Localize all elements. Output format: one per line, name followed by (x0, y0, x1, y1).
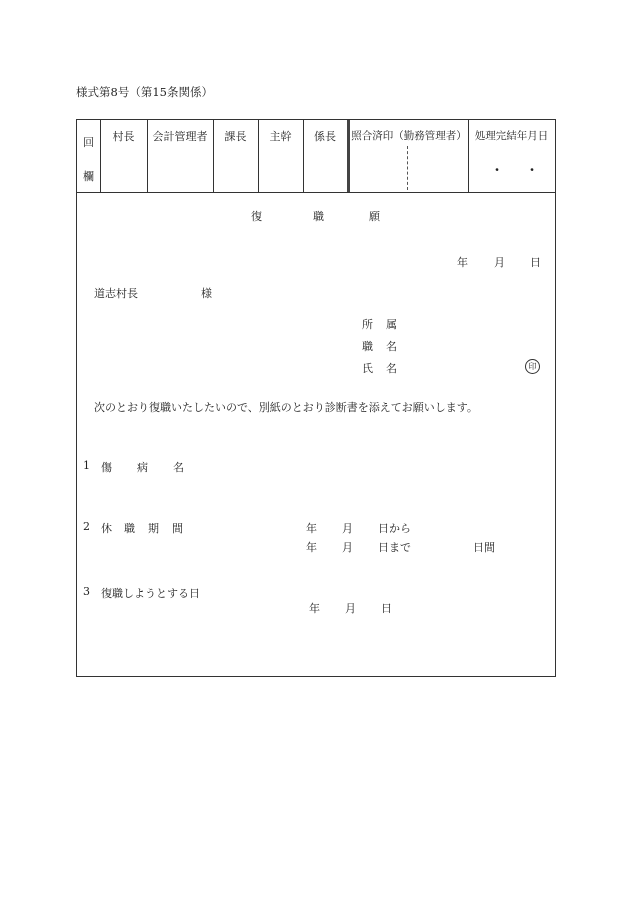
leave-to-year: 年 (306, 541, 317, 554)
routing-cell-completion-date[interactable] (468, 120, 555, 192)
routing-header-accounting-manager: 会計管理者 (152, 130, 208, 143)
name-label-1: 氏 (362, 362, 373, 375)
return-date-month: 月 (345, 602, 356, 615)
item2-label-char: 職 (124, 522, 135, 535)
name-label-2: 名 (386, 362, 397, 375)
item1-number: 1 (83, 459, 90, 472)
routing-cell-verification-seal[interactable] (350, 120, 468, 192)
application-body (76, 193, 556, 677)
routing-cell-chief-officer[interactable] (258, 120, 303, 192)
routing-header-completion-date: 処理完結年月日 (474, 130, 549, 142)
position-label-1: 職 (362, 340, 373, 353)
routing-cell-accounting-manager[interactable] (147, 120, 213, 192)
routing-side-label-top: 回 (83, 136, 94, 149)
date-dot: ・ (491, 163, 504, 177)
title-char: 職 (313, 210, 324, 223)
date-day-label: 日 (530, 256, 541, 269)
leave-to-day: 日まで (378, 541, 411, 554)
routing-header-mayor: 村長 (112, 130, 135, 143)
title-char: 復 (251, 210, 262, 223)
item1-label-char: 病 (137, 461, 148, 474)
leave-to-month: 月 (342, 541, 353, 554)
leave-from-month: 月 (342, 522, 353, 535)
routing-cell-subsection-chief[interactable] (303, 120, 347, 192)
date-month-label: 月 (494, 256, 505, 269)
position-label-2: 名 (386, 340, 397, 353)
item1-label-char: 傷 (101, 461, 112, 474)
dashed-divider (407, 146, 408, 190)
form-number: 様式第8号（第15条関係） (76, 85, 213, 99)
title-char: 願 (369, 210, 380, 223)
honorific: 様 (201, 287, 212, 300)
item3-label: 復職しようとする日 (101, 587, 200, 600)
item2-number: 2 (83, 520, 90, 533)
date-year-label: 年 (457, 256, 468, 269)
routing-table (76, 119, 556, 193)
routing-cell-mayor[interactable] (100, 120, 147, 192)
routing-header-verification-seal: 照合済印（勤務管理者） (351, 130, 467, 142)
routing-header-chief-officer: 主幹 (269, 130, 292, 143)
item1-label-char: 名 (173, 461, 184, 474)
item2-label-char: 期 (148, 522, 159, 535)
date-dot: ・ (526, 163, 539, 177)
routing-cell-section-chief[interactable] (213, 120, 258, 192)
routing-header-section-chief: 課長 (224, 130, 247, 143)
item3-number: 3 (83, 585, 90, 598)
leave-days-label: 日間 (473, 541, 495, 554)
item2-label-char: 休 (101, 522, 112, 535)
seal-icon: 印 (525, 359, 540, 374)
affiliation-label-1: 所 (362, 318, 373, 331)
routing-header-subsection-chief: 係長 (314, 130, 336, 143)
return-date-year: 年 (309, 602, 320, 615)
routing-side-label-bottom: 欄 (83, 170, 94, 183)
leave-from-day: 日から (378, 522, 411, 535)
affiliation-label-2: 属 (386, 318, 397, 331)
leave-from-year: 年 (306, 522, 317, 535)
request-text: 次のとおり復職いたしたいので、別紙のとおり診断書を添えてお願いします。 (94, 401, 478, 414)
addressee: 道志村長 (94, 287, 138, 300)
item2-label-char: 間 (172, 522, 183, 535)
return-date-day: 日 (381, 602, 392, 615)
